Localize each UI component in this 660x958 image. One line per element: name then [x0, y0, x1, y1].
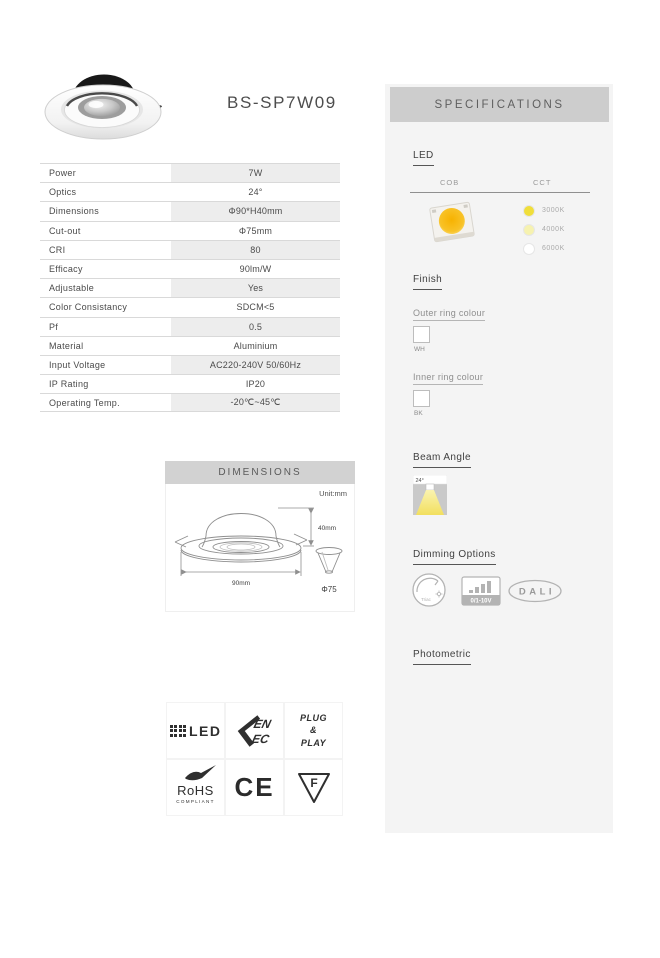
photometric-heading: Photometric	[413, 649, 471, 665]
ce-mark-text: CE	[234, 772, 275, 802]
height-dimension-label: 40mm	[318, 525, 337, 532]
table-row	[40, 240, 340, 259]
spec-value: 0.5	[171, 318, 340, 336]
cct-6000k-swatch	[523, 243, 535, 255]
outer-ring-colour-label: Outer ring colour	[413, 308, 485, 321]
table-row	[40, 182, 340, 201]
enec-bottom-text: EC	[250, 731, 271, 746]
beam-angle-value: 24°	[415, 478, 424, 484]
dimming-options-heading: Dimming Options	[413, 549, 496, 565]
led-section-heading: LED	[413, 150, 434, 166]
enec-mark-icon	[233, 712, 277, 750]
table-row	[40, 393, 340, 412]
inner-ring-colour-label: Inner ring colour	[413, 372, 483, 385]
spec-label: Input Voltage	[49, 359, 106, 370]
led-divider	[410, 192, 590, 193]
plug-play-line: &	[310, 725, 317, 736]
table-row	[40, 278, 340, 297]
cct-options-list	[523, 201, 565, 258]
plug-and-play-logo	[284, 702, 343, 759]
spec-value: SDCM<5	[236, 302, 275, 313]
spec-label: Cut-out	[49, 225, 81, 236]
beam-angle-heading: Beam Angle	[413, 452, 471, 468]
0-10v-label: 0/1-10V	[470, 598, 492, 605]
inner-ring-swatch-bk	[413, 390, 430, 407]
cct-label: CCT	[533, 178, 552, 187]
dimming-icons-row	[409, 570, 589, 614]
led-logo-text: LED	[189, 722, 222, 739]
spec-label: Dimensions	[49, 206, 100, 217]
dimensions-drawing-area	[165, 484, 355, 612]
spec-label: Pf	[49, 321, 59, 332]
spec-value: IP20	[245, 379, 266, 390]
spec-value: 80	[171, 241, 340, 259]
dimensions-header: DIMENSIONS	[165, 461, 355, 484]
rohs-checkmark-icon	[183, 765, 217, 782]
spec-value: 7W	[171, 164, 340, 182]
triac-dimming-icon	[409, 570, 451, 612]
product-model-title: BS-SP7W09	[227, 93, 337, 112]
spec-label: Adjustable	[49, 283, 95, 294]
f-mark-triangle-icon	[296, 771, 332, 805]
dali-dimming-icon	[507, 579, 563, 603]
table-row	[40, 163, 340, 182]
spec-label: Operating Temp.	[49, 397, 120, 408]
cob-label: COB	[440, 178, 460, 187]
spec-value: 90lm/W	[239, 264, 272, 275]
diameter-dimension-label: 90mm	[231, 580, 251, 587]
spec-label: Power	[49, 168, 77, 179]
outer-ring-swatch-wh	[413, 326, 430, 343]
cct-option-label: 6000K	[542, 245, 565, 252]
product-photo-image	[36, 54, 172, 152]
spec-value: Aluminium	[233, 340, 278, 351]
cutout-dimension-label: Φ75	[321, 585, 337, 594]
unit-label: Unit:mm	[319, 489, 347, 498]
dimensions-section	[165, 461, 355, 612]
cct-option-label: 4000K	[542, 226, 565, 233]
led-dot-matrix-icon	[170, 725, 187, 737]
cct-3000k-swatch	[523, 205, 535, 217]
spec-value: Φ90*H40mm	[171, 202, 340, 220]
spec-value: Φ75mm	[238, 225, 273, 236]
beam-angle-icon	[413, 475, 447, 515]
finish-section-heading: Finish	[413, 274, 442, 290]
triac-label: Triac	[421, 597, 431, 602]
table-row	[40, 317, 340, 336]
certification-logos	[166, 702, 343, 816]
enec-top-text: EN	[251, 716, 272, 731]
table-row	[40, 297, 340, 316]
spec-label: Efficacy	[49, 264, 83, 275]
spec-label: Material	[49, 340, 84, 351]
spec-label: Optics	[49, 187, 77, 198]
cct-option	[523, 220, 565, 239]
cct-option	[523, 239, 565, 258]
spec-value: Yes	[171, 279, 340, 297]
spec-table	[40, 163, 340, 412]
spec-label: CRI	[49, 244, 66, 255]
f-mark-letter: F	[309, 775, 318, 790]
dali-label: DALI	[518, 586, 556, 598]
enec-logo	[225, 702, 284, 759]
spec-value: -20℃~45℃	[171, 394, 340, 411]
table-row	[40, 336, 340, 355]
rohs-logo-text: RoHS	[177, 783, 214, 798]
outer-ring-code: WH	[414, 346, 425, 353]
led-logo	[166, 702, 225, 759]
table-row	[40, 355, 340, 374]
spec-value: AC220-240V 50/60Hz	[171, 356, 340, 374]
specifications-header: SPECIFICATIONS	[390, 87, 609, 122]
table-row	[40, 201, 340, 220]
spec-value: 24°	[248, 187, 263, 198]
ce-mark-logo	[225, 759, 284, 816]
spec-label: IP Rating	[49, 379, 89, 390]
rohs-logo	[166, 759, 225, 816]
cct-option	[523, 201, 565, 220]
table-row	[40, 221, 340, 240]
table-row	[40, 374, 340, 393]
table-row	[40, 259, 340, 278]
dimensions-drawing	[166, 486, 354, 610]
f-mark-logo	[284, 759, 343, 816]
spec-label: Color Consistancy	[49, 302, 128, 313]
0-10v-dimming-icon	[461, 576, 501, 606]
rohs-compliant-text: COMPLIANT	[176, 799, 215, 804]
cob-chip-image	[425, 200, 479, 244]
cct-4000k-swatch	[523, 224, 535, 236]
inner-ring-code: BK	[414, 410, 423, 417]
specifications-panel	[385, 84, 613, 833]
cct-option-label: 3000K	[542, 207, 565, 214]
plug-play-line: PLUG	[299, 712, 327, 723]
plug-play-line: PLAY	[300, 737, 327, 748]
